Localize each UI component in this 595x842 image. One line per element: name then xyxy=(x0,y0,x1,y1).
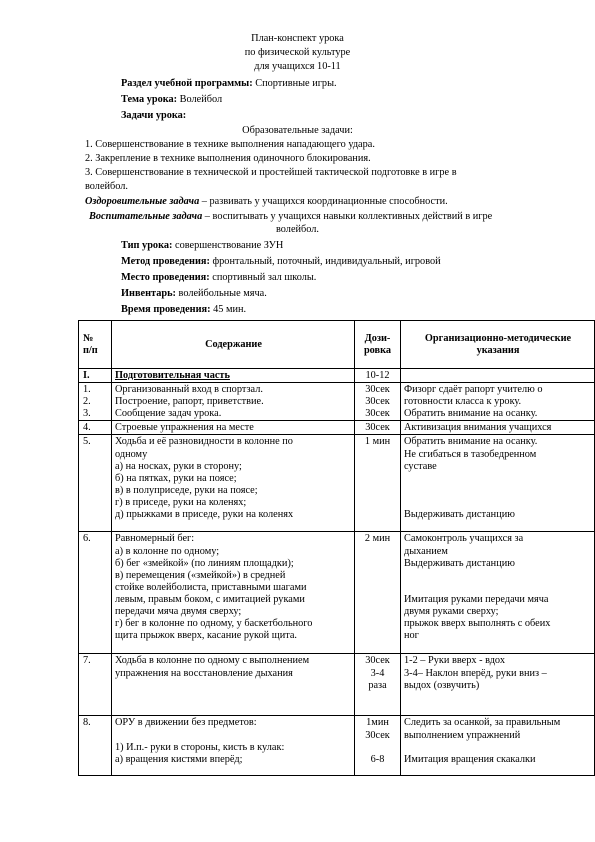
row-dosage xyxy=(355,716,401,776)
header-num: № п/п xyxy=(79,321,112,369)
row-org-line: прыжок вверх выполнять с обеих xyxy=(404,617,551,629)
row-content-line: Ходьба в колонне по одному с выполнением xyxy=(115,655,310,667)
row-content-line: щита прыжок вверх, касание рукой щита. xyxy=(115,630,297,642)
row-dosage xyxy=(355,369,401,383)
row-org-line xyxy=(404,582,592,594)
row-dosage-line xyxy=(356,742,399,754)
header-dosage: Дози- ровка xyxy=(355,321,401,369)
row-num xyxy=(79,716,112,776)
row-org-line: Самоконтроль учащихся за xyxy=(404,533,524,545)
row-org-line xyxy=(404,570,592,582)
row-content-line: левым, правым боком, с имитацией руками xyxy=(115,593,305,605)
row-dosage-line: 30сек xyxy=(365,655,390,667)
row-content-line: в) в полуприседе, руки на поясе; xyxy=(115,484,258,496)
row-content-line: г) бег в колонне по одному, у баскетбольного xyxy=(115,618,313,630)
row-org-line xyxy=(404,497,592,509)
row-org-line xyxy=(404,485,592,497)
row-dosage-line: 6-8 xyxy=(370,753,385,765)
row-dosage-line: 30сек xyxy=(365,384,390,396)
row-dosage-line: 3-4 xyxy=(370,667,385,679)
row-num xyxy=(79,369,112,383)
row-org-line: 3-4– Наклон вперёд, руки вниз – xyxy=(404,667,547,679)
row-num-line: 7. xyxy=(83,655,91,667)
lesson-plan-table xyxy=(78,320,595,776)
edu-task-2: 2. Закрепление в технике выполнения одиночного блокирования. xyxy=(85,153,371,164)
row-content-line: г) в приседе, руки на коленях; xyxy=(115,496,247,508)
row-content xyxy=(112,532,355,654)
row-org xyxy=(401,421,595,435)
row-content-line: б) на пятках, руки на поясе; xyxy=(115,472,237,484)
row-content-line: Сообщение задач урока. xyxy=(115,408,222,420)
row-dosage xyxy=(355,654,401,716)
row-content-line: 1) И.п.- руки в стороны, кисть в кулак: xyxy=(115,741,285,753)
row-content-line: ОРУ в движении без предметов: xyxy=(115,717,257,729)
row-org-line: выполнением упражнений xyxy=(404,729,521,741)
row-num xyxy=(79,421,112,435)
place-line: Место проведения: спортивный зал школы. xyxy=(121,272,317,283)
row-dosage-line: 30сек xyxy=(365,408,390,420)
row-content-line: а) вращения кистями вперёд; xyxy=(115,753,243,765)
row-num-line: 2. xyxy=(83,396,91,408)
row-num-line: 5. xyxy=(83,436,91,448)
edu-task-1: 1. Совершенствование в технике выполнения нападающего удара. xyxy=(85,139,375,150)
equipment-line: Инвентарь: волейбольные мяча. xyxy=(121,288,267,299)
row-dosage-line: 30сек xyxy=(365,729,390,741)
row-content-line: Подготовительная часть xyxy=(115,370,230,381)
row-num xyxy=(79,435,112,532)
row-org-line: Активизация внимания учащихся xyxy=(404,422,552,434)
row-content-line: упражнения на восстановление дыхания xyxy=(115,667,293,679)
upbringing-task: Воспитательные задача – воспитывать у учащихся навыки коллективных действий в игре xyxy=(89,211,493,222)
section-line: Раздел учебной программы: Спортивные игры. xyxy=(121,78,337,89)
row-dosage xyxy=(355,421,401,435)
row-org-line: Не сгибаться в тазобедренном xyxy=(404,448,537,460)
row-content xyxy=(112,435,355,532)
row-dosage-line: 1 мин xyxy=(364,436,391,448)
row-org-line: Имитация руками передачи мяча xyxy=(404,593,549,605)
row-content-line: а) в колонне по одному; xyxy=(115,545,220,557)
row-content-line: передачи мяча двумя сверху; xyxy=(115,606,242,618)
row-content xyxy=(112,716,355,776)
tasks-label: Задачи урока: xyxy=(121,110,187,121)
row-num-line: 6. xyxy=(83,533,91,545)
row-dosage-line: 30сек xyxy=(365,396,390,408)
row-org xyxy=(401,532,595,654)
row-org xyxy=(401,654,595,716)
row-content-line xyxy=(115,730,352,742)
table-row xyxy=(79,532,595,654)
row-org-line: Имитация вращения скакалки xyxy=(404,753,536,765)
row-num-line: 3. xyxy=(83,408,91,420)
row-content-line: стойке волейболиста, приставными шагами xyxy=(115,581,307,593)
lesson-type-line: Тип урока: совершенствование ЗУН xyxy=(121,240,284,251)
doc-title-line-1: План-конспект урока xyxy=(251,33,344,44)
header-org: Организационно-методические указания xyxy=(401,321,595,369)
row-content-line: а) на носках, руки в сторону; xyxy=(115,460,242,472)
row-dosage xyxy=(355,532,401,654)
row-org-line xyxy=(404,742,592,754)
table-row xyxy=(79,421,595,435)
row-dosage-line: 10-12 xyxy=(365,370,390,381)
row-org-line: суставе xyxy=(404,460,437,472)
row-org-line xyxy=(404,473,592,485)
row-dosage-line: 1мин xyxy=(366,717,389,729)
row-org-line: Следить за осанкой, за правильным xyxy=(404,717,561,729)
row-org-line: Обратить внимание на осанку. xyxy=(404,408,538,420)
doc-title-line-2: по физической культуре xyxy=(244,47,351,58)
row-num xyxy=(79,383,112,421)
row-content xyxy=(112,654,355,716)
row-org xyxy=(401,716,595,776)
row-org-line: готовности класса к уроку. xyxy=(404,396,522,408)
row-org xyxy=(401,383,595,421)
row-content xyxy=(112,369,355,383)
duration-line: Время проведения: 45 мин. xyxy=(121,304,247,315)
table-row xyxy=(79,369,595,383)
row-org xyxy=(401,435,595,532)
row-content-line: д) прыжками в приседе, руки на коленях xyxy=(115,509,294,521)
row-content-line: в) перемещения («змейкой») в средней xyxy=(115,569,286,581)
row-num xyxy=(79,532,112,654)
upbringing-task-cont: волейбол. xyxy=(276,224,319,235)
row-org-line: Обратить внимание на осанку. xyxy=(404,436,538,448)
row-dosage xyxy=(355,383,401,421)
row-dosage-line: раза xyxy=(368,679,387,691)
row-org xyxy=(401,369,595,383)
edu-tasks-heading: Образовательные задачи: xyxy=(242,125,353,136)
row-org-line: дыханием xyxy=(404,545,448,557)
row-num-line: 8. xyxy=(83,717,91,729)
row-org-line: выдох (озвучить) xyxy=(404,679,480,691)
header-content: Содержание xyxy=(112,321,355,369)
row-dosage-line: 2 мин xyxy=(364,533,391,545)
row-num-line: 1. xyxy=(83,384,91,396)
table-row xyxy=(79,716,595,776)
table-header-row xyxy=(79,321,595,369)
row-org-line: Выдерживать дистанцию xyxy=(404,508,515,520)
row-content-line: Построение, рапорт, приветствие. xyxy=(115,396,264,408)
row-content-line: Ходьба и её разновидности в колонне по xyxy=(115,436,293,448)
row-dosage xyxy=(355,435,401,532)
row-num-line: I. xyxy=(83,370,90,381)
table-row xyxy=(79,383,595,421)
table-row xyxy=(79,435,595,532)
row-org-line: двумя руками сверху; xyxy=(404,605,499,617)
table-row xyxy=(79,654,595,716)
row-org-line: Выдерживать дистанцию xyxy=(404,557,515,569)
row-content-line: Организованный вход в спортзал. xyxy=(115,384,263,396)
row-content xyxy=(112,383,355,421)
row-org-line: Физорг сдаёт рапорт учителю о xyxy=(404,384,543,396)
row-org-line: 1-2 – Руки вверх - вдох xyxy=(404,655,505,667)
edu-task-3-cont: волейбол. xyxy=(85,181,128,192)
health-task: Оздоровительные задача – развивать у учащихся координационные способности. xyxy=(85,196,448,207)
edu-task-3: 3. Совершенствование в технической и простейшей тактической подготовке в игре в xyxy=(85,167,457,178)
row-dosage-line: 30сек xyxy=(365,422,390,434)
row-content-line: Строевые упражнения на месте xyxy=(115,422,254,434)
row-content-line: одному xyxy=(115,448,148,460)
row-num xyxy=(79,654,112,716)
method-line: Метод проведения: фронтальный, поточный, индивидуальный, игровой xyxy=(121,256,441,267)
doc-title-line-3: для учащихся 10-11 xyxy=(254,61,341,72)
topic-line: Тема урока: Волейбол xyxy=(121,94,223,105)
row-num-line: 4. xyxy=(83,422,91,434)
row-content-line: б) бег «змейкой» (по линиям площадки); xyxy=(115,557,294,569)
row-content-line: Равномерный бег: xyxy=(115,533,195,545)
row-org-line: ног xyxy=(404,630,419,642)
row-content xyxy=(112,421,355,435)
